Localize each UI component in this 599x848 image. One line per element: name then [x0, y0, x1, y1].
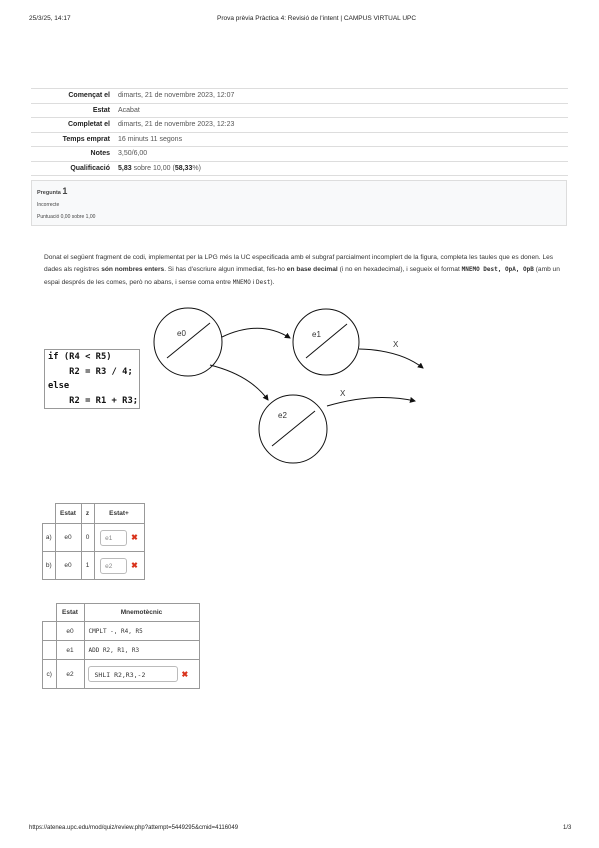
state-cell: e0 [55, 552, 81, 580]
state-cell: e0 [56, 622, 84, 641]
column-header: Estat [56, 604, 84, 622]
mnemonic-input[interactable]: SHLI R2,R3,-2 [88, 666, 178, 682]
state-cell: e1 [56, 641, 84, 660]
edge-e0-e2 [210, 365, 268, 400]
state-cell: e0 [55, 524, 81, 552]
print-page-number: 1/3 [563, 825, 572, 831]
table-row [43, 622, 200, 641]
state-graph [150, 305, 440, 470]
z-cell: 1 [81, 552, 94, 580]
edge-e2-out [327, 397, 415, 406]
question-info-box [31, 180, 567, 226]
next-state-input[interactable]: e2 [100, 558, 127, 574]
summary-row [31, 132, 568, 147]
summary-value: dimarts, 21 de novembre 2023, 12:23 [114, 118, 568, 133]
summary-key: Estat [31, 103, 114, 118]
svg-text:e1: e1 [312, 330, 321, 339]
mnemonic-cell: ADD R2, R1, R3 [84, 641, 199, 660]
row-label: b) [43, 552, 56, 580]
table-row [43, 524, 145, 552]
summary-row [31, 89, 568, 104]
code-line: if (R4 < R5) [48, 352, 112, 362]
graph-node-e2 [259, 395, 327, 463]
question-state: Incorrecte [37, 202, 60, 208]
print-datetime: 25/3/25, 14:17 [29, 15, 71, 22]
row-label: c) [43, 660, 57, 689]
summary-key: Completat el [31, 118, 114, 133]
table-row [43, 660, 200, 689]
edge-e1-out [359, 349, 423, 368]
column-header: Mnemotècnic [84, 604, 199, 622]
code-line: R2 = R1 + R3; [48, 395, 139, 406]
mnemonic-table [42, 603, 200, 689]
row-label: a) [43, 524, 56, 552]
summary-row [31, 161, 568, 176]
summary-row [31, 118, 568, 133]
summary-row [31, 147, 568, 162]
next-state-input[interactable]: e1 [100, 530, 127, 546]
grade-value: 5,83 sobre 10,00 (58,33%) [114, 161, 568, 176]
incorrect-icon: ✖ [131, 532, 138, 542]
summary-key: Notes [31, 147, 114, 162]
code-fragment [44, 349, 140, 409]
print-page-title: Prova prèvia Pràctica 4: Revisió de l'intent | CAMPUS VIRTUAL UPC [217, 15, 417, 22]
graph-node-e1 [293, 309, 359, 375]
row-label [43, 641, 57, 660]
z-cell: 0 [81, 524, 94, 552]
row-label [43, 622, 57, 641]
incorrect-icon: ✖ [131, 560, 138, 570]
edge-e0-e1 [222, 328, 290, 338]
column-header: z [81, 504, 94, 524]
summary-key: Començat el [31, 89, 114, 104]
answer-cell [94, 524, 144, 552]
question-number: Pregunta 1 [37, 186, 68, 196]
edge-label-x: X [393, 340, 399, 349]
summary-row [31, 103, 568, 118]
summary-key: Qualificació [31, 161, 114, 176]
svg-text:e2: e2 [278, 411, 287, 420]
incorrect-icon: ✖ [181, 670, 189, 679]
column-header: Estat+ [94, 504, 144, 524]
table-row [43, 641, 200, 660]
attempt-summary-table [31, 88, 568, 176]
edge-label-x: X [340, 389, 346, 398]
column-header: Estat [55, 504, 81, 524]
summary-value: Acabat [114, 103, 568, 118]
summary-value: dimarts, 21 de novembre 2023, 12:07 [114, 89, 568, 104]
summary-value: 3,50/6,00 [114, 147, 568, 162]
print-url: https://atenea.upc.edu/mod/quiz/review.php?attempt=5449295&cmid=4116049 [29, 825, 239, 831]
question-text: Donat el següent fragment de codi, implementat per la LPG més la UC especificada amb el subgraf parcialment incomplert de la figura, completa les taules que es donen. Les dades als registres són nombres enters. Si has d'escriure algun immediat, fes-ho en base decimal (i no en hexadecimal), i segueix el format MNEMO Dest, OpA, OpB (amb un espai després de les comes, però no abans, i sense coma entre MNEMO i Dest). [44, 254, 560, 286]
code-line: R2 = R3 / 4; [48, 366, 133, 377]
summary-value: 16 minuts 11 segons [114, 132, 568, 147]
table-row [43, 552, 145, 580]
answer-cell [94, 552, 144, 580]
svg-text:e0: e0 [177, 329, 186, 338]
summary-key: Temps emprat [31, 132, 114, 147]
state-cell: e2 [56, 660, 84, 689]
answer-cell [84, 660, 199, 689]
code-line: else [48, 381, 70, 392]
transition-table [42, 503, 145, 580]
question-points: Puntuació 0,00 sobre 1,00 [37, 214, 96, 220]
mnemonic-cell: CMPLT -, R4, R5 [84, 622, 199, 641]
